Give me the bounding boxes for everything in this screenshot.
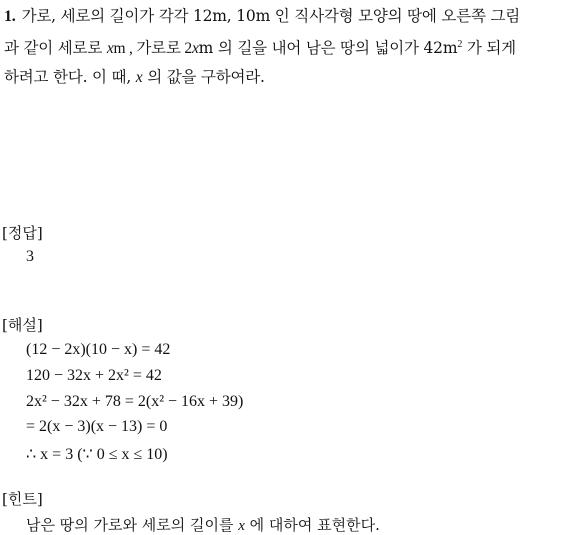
solution-line: ∴ x = 3 (∵ 0 ≤ x ≤ 10) [26, 446, 168, 463]
solution-line: 2x² − 32x + 78 = 2(x² − 16x + 39) [26, 393, 244, 410]
question-text [4, 2, 570, 92]
hint-text: 남은 땅의 가로와 세로의 길이를 x 에 대하여 표현한다. [26, 516, 380, 534]
question-line-3: 하려고 한다. 이 때, x 의 값을 구하여라. [4, 68, 265, 87]
solution-line: = 2(x − 3)(x − 13) = 0 [26, 418, 168, 435]
answer-value: 3 [26, 248, 34, 265]
hint-label: [힌트] [2, 490, 43, 508]
question-line-2: 과 같이 세로로 xm , 가로로 2xm 의 길을 내어 남은 땅의 넓이가 $42m^2$ 가 되게 [4, 39, 516, 58]
solution-line: (12 − 2x)(10 − x) = 42 [26, 341, 171, 358]
question-number: 1. [4, 8, 16, 25]
question-line-1: 1. 가로, 세로의 길이가 각각 12m, 10m 인 직사각형 모양의 땅에 오른쪽 그림 [4, 7, 521, 25]
answer-label: [정답] [2, 224, 43, 242]
solution-label: [해설] [2, 316, 43, 334]
solution-line: 120 − 32x + 2x² = 42 [26, 367, 162, 384]
